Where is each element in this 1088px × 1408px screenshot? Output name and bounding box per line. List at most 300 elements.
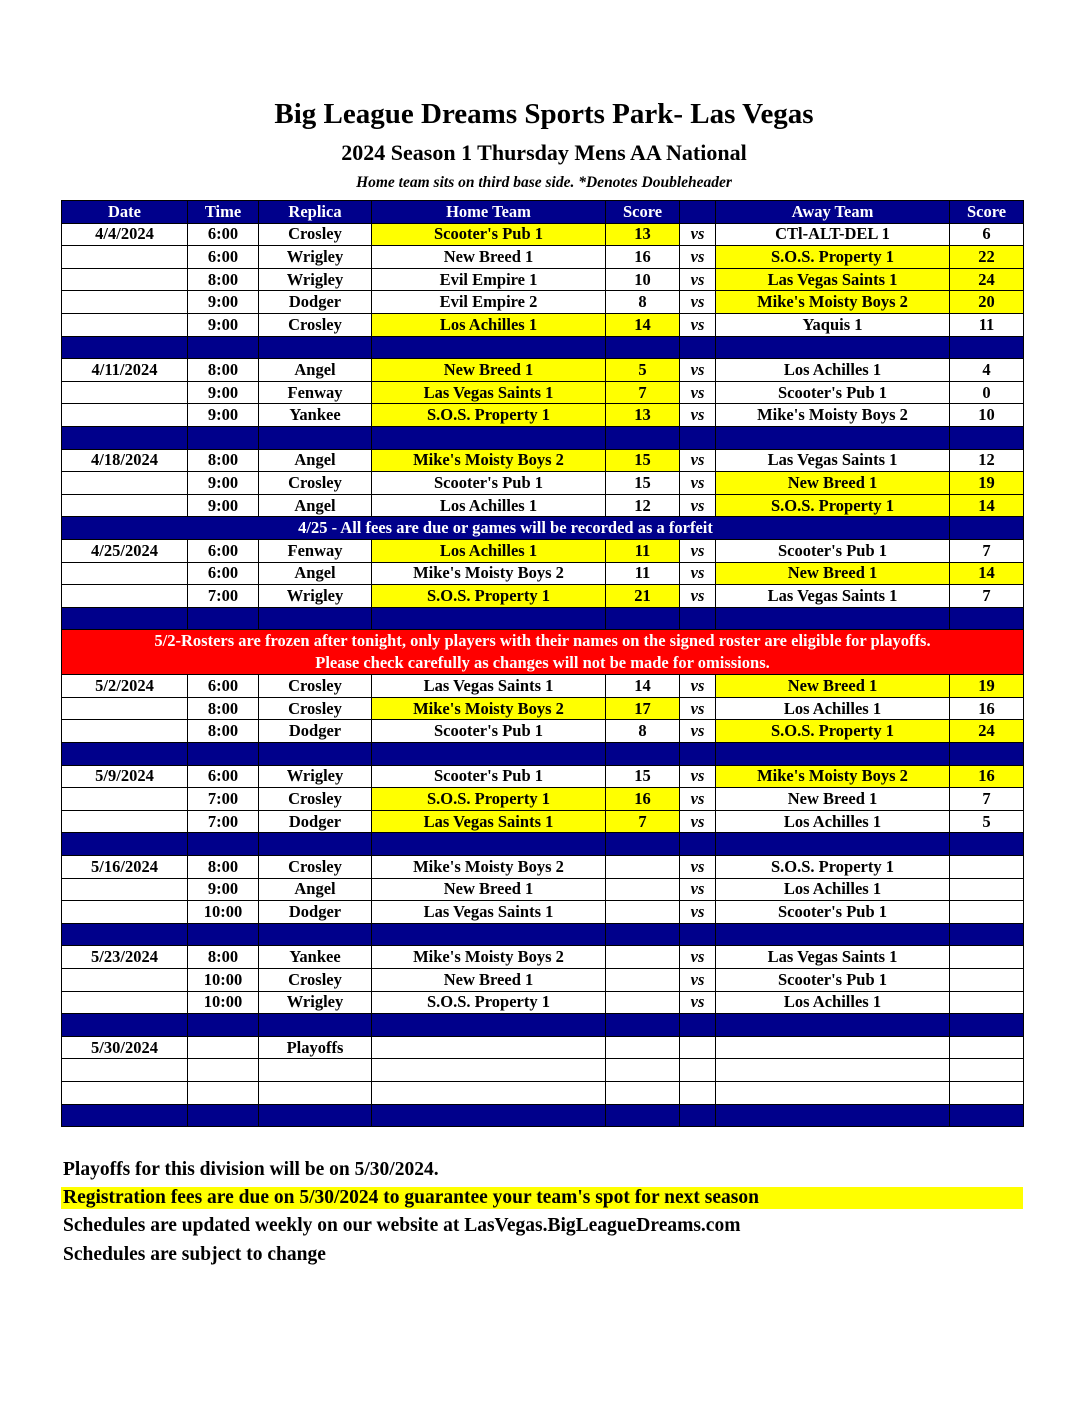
vs-cell: vs xyxy=(680,268,716,291)
date-cell xyxy=(62,969,188,992)
away-score-cell: 7 xyxy=(950,788,1024,811)
away-score-cell xyxy=(950,856,1024,879)
away-team-cell: Mike's Moisty Boys 2 xyxy=(716,404,950,427)
game-row xyxy=(62,246,1024,269)
replica-cell: Crosley xyxy=(259,856,372,879)
home-team-cell: Las Vegas Saints 1 xyxy=(372,901,606,924)
home-score-cell: 13 xyxy=(606,404,680,427)
separator-cell xyxy=(950,833,1024,856)
separator-cell xyxy=(606,1014,680,1037)
separator-cell xyxy=(606,426,680,449)
empty-cell xyxy=(606,1081,680,1104)
date-cell xyxy=(62,268,188,291)
header-row xyxy=(62,201,1024,224)
home-team-cell: Scooter's Pub 1 xyxy=(372,223,606,246)
col-header-date: Date xyxy=(62,201,188,224)
away-team-cell: New Breed 1 xyxy=(716,675,950,698)
separator-cell xyxy=(259,607,372,630)
separator-cell xyxy=(188,923,259,946)
game-row xyxy=(62,359,1024,382)
replica-cell: Wrigley xyxy=(259,991,372,1014)
away-score-cell: 24 xyxy=(950,268,1024,291)
away-score-cell: 6 xyxy=(950,223,1024,246)
away-score-cell: 19 xyxy=(950,472,1024,495)
home-score-cell: 21 xyxy=(606,585,680,608)
time-cell: 9:00 xyxy=(188,404,259,427)
vs-cell: vs xyxy=(680,562,716,585)
time-cell: 7:00 xyxy=(188,810,259,833)
time-cell: 9:00 xyxy=(188,472,259,495)
away-team-cell: Las Vegas Saints 1 xyxy=(716,946,950,969)
season-subtitle: 2024 Season 1 Thursday Mens AA National xyxy=(341,140,747,165)
home-score-cell: 16 xyxy=(606,788,680,811)
home-team-cell: Las Vegas Saints 1 xyxy=(372,810,606,833)
page-title: Big League Dreams Sports Park- Las Vegas xyxy=(274,98,814,130)
away-team-cell: S.O.S. Property 1 xyxy=(716,856,950,879)
replica-cell: Dodger xyxy=(259,720,372,743)
game-row xyxy=(62,494,1024,517)
home-score-cell: 7 xyxy=(606,810,680,833)
replica-cell: Fenway xyxy=(259,539,372,562)
home-team-cell: Evil Empire 2 xyxy=(372,291,606,314)
away-team-cell: Scooter's Pub 1 xyxy=(716,901,950,924)
home-score-cell: 8 xyxy=(606,720,680,743)
separator-cell xyxy=(259,923,372,946)
replica-cell: Crosley xyxy=(259,788,372,811)
game-row xyxy=(62,991,1024,1014)
footer-website-note: Schedules are updated weekly on our website at LasVegas.BigLeagueDreams.com xyxy=(63,1215,741,1236)
away-score-cell: 0 xyxy=(950,381,1024,404)
week-separator-row xyxy=(62,336,1024,359)
replica-cell: Crosley xyxy=(259,472,372,495)
replica-cell: Crosley xyxy=(259,969,372,992)
separator-cell xyxy=(680,1104,716,1127)
week-separator-row xyxy=(62,833,1024,856)
home-team-cell: Mike's Moisty Boys 2 xyxy=(372,449,606,472)
date-cell: 4/11/2024 xyxy=(62,359,188,382)
replica-cell: Yankee xyxy=(259,404,372,427)
away-team-cell: Los Achilles 1 xyxy=(716,359,950,382)
home-team-cell: S.O.S. Property 1 xyxy=(372,788,606,811)
game-row xyxy=(62,675,1024,698)
separator-cell xyxy=(680,743,716,766)
home-team-cell: New Breed 1 xyxy=(372,359,606,382)
away-score-cell: 22 xyxy=(950,246,1024,269)
vs-cell: vs xyxy=(680,969,716,992)
playoff-row xyxy=(62,1036,1024,1059)
home-team-cell: Las Vegas Saints 1 xyxy=(372,675,606,698)
away-score-cell xyxy=(950,946,1024,969)
replica-cell: Angel xyxy=(259,449,372,472)
separator-cell xyxy=(606,336,680,359)
away-score-cell: 10 xyxy=(950,404,1024,427)
separator-cell xyxy=(372,607,606,630)
date-cell: 5/9/2024 xyxy=(62,765,188,788)
separator-cell xyxy=(950,923,1024,946)
vs-cell: vs xyxy=(680,585,716,608)
home-team-cell: Los Achilles 1 xyxy=(372,313,606,336)
time-cell: 8:00 xyxy=(188,697,259,720)
away-score-cell: 24 xyxy=(950,720,1024,743)
date-cell: 4/4/2024 xyxy=(62,223,188,246)
game-row xyxy=(62,969,1024,992)
time-cell: 8:00 xyxy=(188,268,259,291)
game-row xyxy=(62,697,1024,720)
empty-cell xyxy=(950,1036,1024,1059)
time-cell: 8:00 xyxy=(188,359,259,382)
col-header-away-score: Score xyxy=(950,201,1024,224)
footer-registration-note: Registration fees are due on 5/30/2024 to guarantee your team's spot for next season xyxy=(61,1187,1023,1209)
game-row xyxy=(62,449,1024,472)
away-team-cell: Scooter's Pub 1 xyxy=(716,969,950,992)
separator-cell xyxy=(716,923,950,946)
separator-cell xyxy=(188,1014,259,1037)
vs-cell: vs xyxy=(680,878,716,901)
col-header-vs xyxy=(680,201,716,224)
col-header-away-team: Away Team xyxy=(716,201,950,224)
home-score-cell: 13 xyxy=(606,223,680,246)
separator-cell xyxy=(716,607,950,630)
date-cell xyxy=(62,472,188,495)
empty-cell xyxy=(950,1081,1024,1104)
separator-cell xyxy=(680,426,716,449)
home-score-cell: 16 xyxy=(606,246,680,269)
home-score-cell: 11 xyxy=(606,539,680,562)
separator-cell xyxy=(606,607,680,630)
replica-cell: Crosley xyxy=(259,223,372,246)
roster-notice-row xyxy=(62,630,1024,675)
home-score-cell xyxy=(606,901,680,924)
away-score-cell: 14 xyxy=(950,562,1024,585)
home-team-cell: S.O.S. Property 1 xyxy=(372,991,606,1014)
game-row xyxy=(62,901,1024,924)
home-score-cell: 8 xyxy=(606,291,680,314)
vs-cell: vs xyxy=(680,246,716,269)
separator-cell xyxy=(372,426,606,449)
away-team-cell: CTl-ALT-DEL 1 xyxy=(716,223,950,246)
home-score-cell xyxy=(606,969,680,992)
replica-cell: Wrigley xyxy=(259,268,372,291)
date-cell xyxy=(62,404,188,427)
home-team-cell: Mike's Moisty Boys 2 xyxy=(372,697,606,720)
vs-cell: vs xyxy=(680,472,716,495)
game-row xyxy=(62,539,1024,562)
home-team-cell: S.O.S. Property 1 xyxy=(372,585,606,608)
date-cell xyxy=(62,720,188,743)
separator-cell xyxy=(716,336,950,359)
game-row xyxy=(62,313,1024,336)
home-score-cell: 14 xyxy=(606,675,680,698)
empty-cell xyxy=(372,1059,606,1082)
home-team-cell: New Breed 1 xyxy=(372,969,606,992)
away-score-cell xyxy=(950,969,1024,992)
vs-cell: vs xyxy=(680,539,716,562)
away-team-cell: Scooter's Pub 1 xyxy=(716,381,950,404)
date-cell xyxy=(62,381,188,404)
date-cell xyxy=(62,313,188,336)
date-cell xyxy=(62,991,188,1014)
vs-cell: vs xyxy=(680,359,716,382)
home-team-cell: Mike's Moisty Boys 2 xyxy=(372,946,606,969)
separator-cell xyxy=(606,833,680,856)
replica-cell: Wrigley xyxy=(259,585,372,608)
game-row xyxy=(62,856,1024,879)
home-team-cell: Las Vegas Saints 1 xyxy=(372,381,606,404)
time-cell: 9:00 xyxy=(188,291,259,314)
separator-cell xyxy=(716,743,950,766)
vs-cell: vs xyxy=(680,810,716,833)
home-team-cell: New Breed 1 xyxy=(372,246,606,269)
time-cell: 6:00 xyxy=(188,765,259,788)
away-team-cell: Yaquis 1 xyxy=(716,313,950,336)
home-score-cell: 14 xyxy=(606,313,680,336)
away-team-cell: S.O.S. Property 1 xyxy=(716,246,950,269)
time-cell: 6:00 xyxy=(188,539,259,562)
away-score-cell: 7 xyxy=(950,585,1024,608)
fees-notice-blank xyxy=(950,517,1024,540)
separator-cell xyxy=(716,426,950,449)
footer-change-note: Schedules are subject to change xyxy=(63,1244,326,1265)
date-cell xyxy=(62,697,188,720)
away-team-cell: Los Achilles 1 xyxy=(716,810,950,833)
separator-cell xyxy=(950,1104,1024,1127)
separator-cell xyxy=(259,1104,372,1127)
replica-cell: Angel xyxy=(259,562,372,585)
empty-cell xyxy=(372,1036,606,1059)
game-row xyxy=(62,878,1024,901)
col-header-time: Time xyxy=(188,201,259,224)
separator-cell xyxy=(372,1104,606,1127)
vs-cell: vs xyxy=(680,765,716,788)
replica-cell: Wrigley xyxy=(259,246,372,269)
replica-cell: Angel xyxy=(259,878,372,901)
game-row xyxy=(62,810,1024,833)
time-cell: 10:00 xyxy=(188,991,259,1014)
separator-cell xyxy=(372,833,606,856)
time-cell: 6:00 xyxy=(188,246,259,269)
empty-cell xyxy=(680,1059,716,1082)
separator-cell xyxy=(62,607,188,630)
vs-cell: vs xyxy=(680,494,716,517)
separator-cell xyxy=(950,1014,1024,1037)
away-score-cell: 16 xyxy=(950,697,1024,720)
date-cell xyxy=(62,562,188,585)
date-cell xyxy=(62,878,188,901)
time-cell xyxy=(188,1059,259,1082)
time-cell: 8:00 xyxy=(188,946,259,969)
separator-cell xyxy=(716,1104,950,1127)
separator-cell xyxy=(188,1104,259,1127)
separator-cell xyxy=(188,607,259,630)
time-cell: 6:00 xyxy=(188,562,259,585)
away-score-cell: 11 xyxy=(950,313,1024,336)
away-team-cell: Las Vegas Saints 1 xyxy=(716,268,950,291)
col-header-home-score: Score xyxy=(606,201,680,224)
separator-cell xyxy=(950,743,1024,766)
roster-notice-line-2: Please check carefully as changes will not be made for omissions. xyxy=(315,653,770,673)
time-cell: 6:00 xyxy=(188,675,259,698)
empty-cell xyxy=(606,1036,680,1059)
separator-cell xyxy=(62,426,188,449)
date-cell: 5/16/2024 xyxy=(62,856,188,879)
footer-playoffs-note: Playoffs for this division will be on 5/30/2024. xyxy=(63,1159,439,1180)
separator-cell xyxy=(188,426,259,449)
week-separator-row xyxy=(62,923,1024,946)
date-cell: 4/18/2024 xyxy=(62,449,188,472)
date-cell xyxy=(62,901,188,924)
away-team-cell: New Breed 1 xyxy=(716,788,950,811)
date-cell xyxy=(62,1081,188,1104)
separator-cell xyxy=(62,1104,188,1127)
replica-cell xyxy=(259,1059,372,1082)
home-score-cell: 11 xyxy=(606,562,680,585)
home-score-cell: 15 xyxy=(606,765,680,788)
time-cell: 6:00 xyxy=(188,223,259,246)
col-header-home-team: Home Team xyxy=(372,201,606,224)
separator-cell xyxy=(680,1014,716,1037)
home-team-cell: Los Achilles 1 xyxy=(372,494,606,517)
away-score-cell: 4 xyxy=(950,359,1024,382)
separator-cell xyxy=(62,743,188,766)
away-team-cell: S.O.S. Property 1 xyxy=(716,720,950,743)
game-row xyxy=(62,562,1024,585)
time-cell: 9:00 xyxy=(188,878,259,901)
replica-cell: Fenway xyxy=(259,381,372,404)
date-cell xyxy=(62,788,188,811)
separator-cell xyxy=(259,743,372,766)
away-team-cell: Las Vegas Saints 1 xyxy=(716,585,950,608)
replica-cell: Angel xyxy=(259,359,372,382)
home-team-cell: New Breed 1 xyxy=(372,878,606,901)
week-separator-row xyxy=(62,607,1024,630)
time-cell: 8:00 xyxy=(188,856,259,879)
week-separator-row xyxy=(62,743,1024,766)
game-row xyxy=(62,585,1024,608)
away-score-cell: 20 xyxy=(950,291,1024,314)
separator-cell xyxy=(606,743,680,766)
game-row xyxy=(62,291,1024,314)
home-score-cell xyxy=(606,946,680,969)
time-cell: 10:00 xyxy=(188,901,259,924)
roster-notice xyxy=(62,630,1024,675)
game-row xyxy=(62,404,1024,427)
game-row xyxy=(62,788,1024,811)
roster-notice-line-1: 5/2-Rosters are frozen after tonight, only players with their names on the signed roster are eligible for playoffs. xyxy=(154,631,931,651)
separator-cell xyxy=(606,923,680,946)
separator-cell xyxy=(62,833,188,856)
home-score-cell: 15 xyxy=(606,449,680,472)
away-score-cell: 12 xyxy=(950,449,1024,472)
time-cell xyxy=(188,1036,259,1059)
schedule-table xyxy=(61,200,1024,1127)
empty-cell xyxy=(716,1036,950,1059)
empty-cell xyxy=(606,1059,680,1082)
vs-cell: vs xyxy=(680,901,716,924)
date-cell xyxy=(62,494,188,517)
away-team-cell: Scooter's Pub 1 xyxy=(716,539,950,562)
away-score-cell xyxy=(950,901,1024,924)
time-cell xyxy=(188,1081,259,1104)
date-cell xyxy=(62,810,188,833)
date-cell xyxy=(62,291,188,314)
separator-cell xyxy=(606,1104,680,1127)
home-score-cell xyxy=(606,991,680,1014)
vs-cell: vs xyxy=(680,991,716,1014)
separator-cell xyxy=(62,336,188,359)
home-score-cell: 17 xyxy=(606,697,680,720)
date-cell xyxy=(62,246,188,269)
home-team-cell: Scooter's Pub 1 xyxy=(372,765,606,788)
empty-cell xyxy=(716,1059,950,1082)
away-team-cell: Las Vegas Saints 1 xyxy=(716,449,950,472)
game-row xyxy=(62,765,1024,788)
separator-cell xyxy=(62,923,188,946)
time-cell: 7:00 xyxy=(188,788,259,811)
col-header-replica: Replica xyxy=(259,201,372,224)
separator-cell xyxy=(259,1014,372,1037)
game-row xyxy=(62,472,1024,495)
game-row xyxy=(62,223,1024,246)
away-score-cell xyxy=(950,878,1024,901)
separator-cell xyxy=(680,833,716,856)
away-team-cell: Mike's Moisty Boys 2 xyxy=(716,765,950,788)
separator-cell xyxy=(62,1014,188,1037)
home-score-cell: 10 xyxy=(606,268,680,291)
home-team-cell: S.O.S. Property 1 xyxy=(372,404,606,427)
time-cell: 10:00 xyxy=(188,969,259,992)
week-separator-row xyxy=(62,1014,1024,1037)
empty-cell xyxy=(950,1059,1024,1082)
separator-cell xyxy=(716,1014,950,1037)
home-score-cell xyxy=(606,856,680,879)
separator-cell xyxy=(259,426,372,449)
replica-cell: Crosley xyxy=(259,675,372,698)
time-cell: 7:00 xyxy=(188,585,259,608)
separator-cell xyxy=(188,833,259,856)
empty-cell xyxy=(680,1081,716,1104)
home-team-cell: Los Achilles 1 xyxy=(372,539,606,562)
home-team-cell: Mike's Moisty Boys 2 xyxy=(372,856,606,879)
game-row xyxy=(62,946,1024,969)
replica-cell xyxy=(259,1081,372,1104)
home-score-cell: 15 xyxy=(606,472,680,495)
time-cell: 8:00 xyxy=(188,449,259,472)
date-cell xyxy=(62,1059,188,1082)
home-team-cell: Evil Empire 1 xyxy=(372,268,606,291)
time-cell: 9:00 xyxy=(188,381,259,404)
playoff-row xyxy=(62,1081,1024,1104)
game-row xyxy=(62,720,1024,743)
separator-cell xyxy=(259,833,372,856)
date-cell: 5/30/2024 xyxy=(62,1036,188,1059)
separator-cell xyxy=(372,923,606,946)
away-score-cell: 19 xyxy=(950,675,1024,698)
date-cell xyxy=(62,585,188,608)
time-cell: 9:00 xyxy=(188,494,259,517)
separator-cell xyxy=(950,336,1024,359)
game-row xyxy=(62,381,1024,404)
replica-cell: Crosley xyxy=(259,313,372,336)
away-team-cell: Los Achilles 1 xyxy=(716,697,950,720)
away-score-cell: 16 xyxy=(950,765,1024,788)
time-cell: 8:00 xyxy=(188,720,259,743)
vs-cell: vs xyxy=(680,223,716,246)
week-separator-row xyxy=(62,426,1024,449)
date-cell: 5/2/2024 xyxy=(62,675,188,698)
separator-cell xyxy=(372,743,606,766)
vs-cell: vs xyxy=(680,381,716,404)
vs-cell: vs xyxy=(680,788,716,811)
